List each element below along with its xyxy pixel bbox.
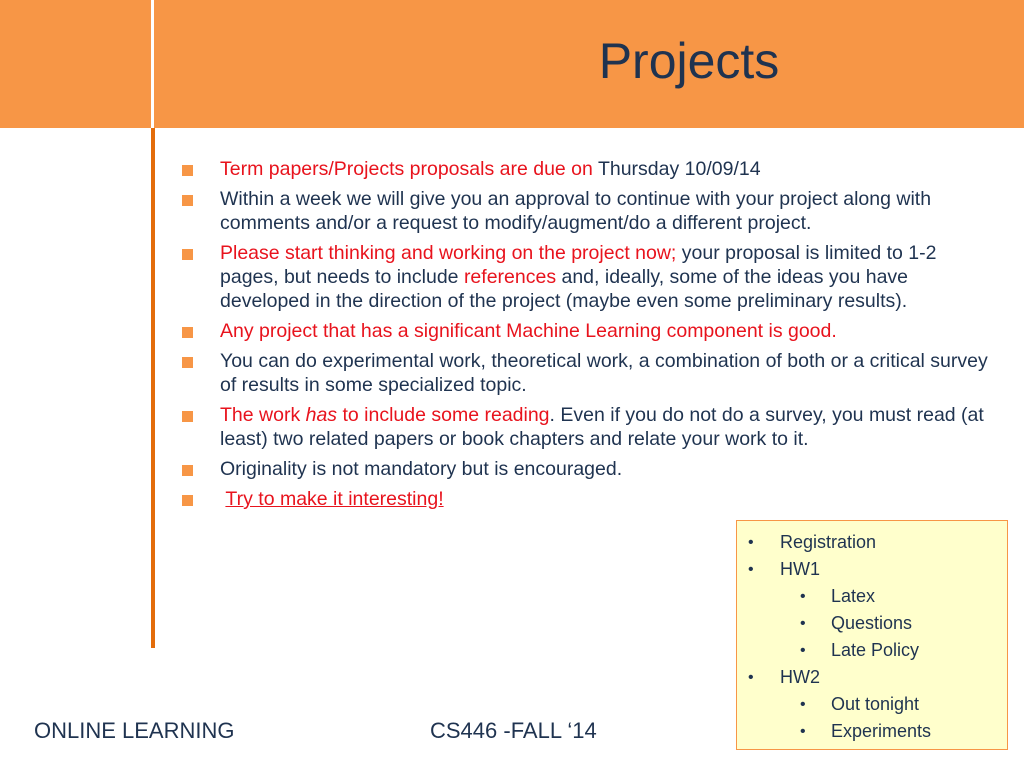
square-bullet-icon [182,165,193,176]
bullet-item [182,319,992,343]
schedule-item-label: Experiments [831,721,932,741]
bullet-dot-icon: • [800,642,806,659]
bullet-dot-icon: • [800,588,806,605]
bullet-item [182,187,992,235]
schedule-subitem [737,691,1007,718]
schedule-item-label: HW2 [780,667,820,687]
footer-left: ONLINE LEARNING [34,718,235,743]
schedule-subitem [737,718,1007,745]
slide-title-text: Projects [598,33,780,89]
schedule-item-label: Latex [831,586,876,606]
schedule-item [737,664,1007,691]
square-bullet-icon [182,357,193,368]
bullet-text-red: to include some reading [337,404,550,426]
square-bullet-icon [182,465,193,476]
schedule-item-label: Registration [780,532,877,552]
bullet-text-red: Any project that has a significant Machine Learning component is good. [220,320,837,342]
bullet-dot-icon: • [748,561,754,578]
bullet-item [182,241,992,313]
bullet-text-red: The work [220,404,306,426]
bullet-text: Originality is not mandatory but is encouraged. [220,458,623,480]
bullet-text-red-italic: has [305,404,338,426]
schedule-item-label: Late Policy [831,640,920,660]
bullet-text: Within a week we will give you an approval to continue with your project along with comments and/or a request to modify/augment/do a different project. [220,188,932,234]
bullet-text: and, ideally, some of the ideas you have developed in the direction of the project (maybe even some preliminary results). [220,266,909,312]
schedule-item [737,556,1007,583]
bullet-text-red: references [463,266,557,288]
schedule-item-label: Questions [831,613,913,633]
bullet-text: . Even if you do not do a survey, you must read (at least) two related papers or book chapters and relate your work to it. [220,404,984,450]
bullet-item [182,487,992,511]
bullet-item [182,403,992,451]
bullet-list [182,157,992,517]
bullet-text-red: Please start thinking and working on the project now; [220,242,677,264]
bullet-dot-icon: • [800,615,806,632]
bullet-text: your proposal is limited to 1-2 pages, but needs to include [220,242,937,288]
bullet-item [182,157,992,181]
bullet-dot-icon: • [748,534,754,551]
bullet-text-red: Term papers/Projects proposals are due on [220,158,593,180]
bullet-item [182,349,992,397]
schedule-subitem [737,583,1007,610]
bullet-text: You can do experimental work, theoretical work, a combination of both or a critical survey of results in some specialized topic. [220,350,988,396]
schedule-list [737,529,1007,745]
square-bullet-icon [182,249,193,260]
square-bullet-icon [182,411,193,422]
bullet-text-red-underlined: Try to make it interesting! [225,488,444,510]
bullet-text: Thursday 10/09/14 [592,158,761,180]
vertical-accent-line [151,128,155,648]
square-bullet-icon [182,195,193,206]
schedule-subitem [737,637,1007,664]
bullet-dot-icon: • [800,723,806,740]
slide-title [154,33,1024,89]
bullet-item [182,457,992,481]
square-bullet-icon [182,327,193,338]
schedule-subitem [737,610,1007,637]
schedule-item-label: HW1 [780,559,820,579]
footer-center: CS446 -FALL ‘14 [430,718,597,743]
bullet-dot-icon: • [800,696,806,713]
schedule-item-label: Out tonight [831,694,920,714]
bullet-dot-icon: • [748,669,754,686]
square-bullet-icon [182,495,193,506]
schedule-box [736,520,1008,750]
schedule-item [737,529,1007,556]
